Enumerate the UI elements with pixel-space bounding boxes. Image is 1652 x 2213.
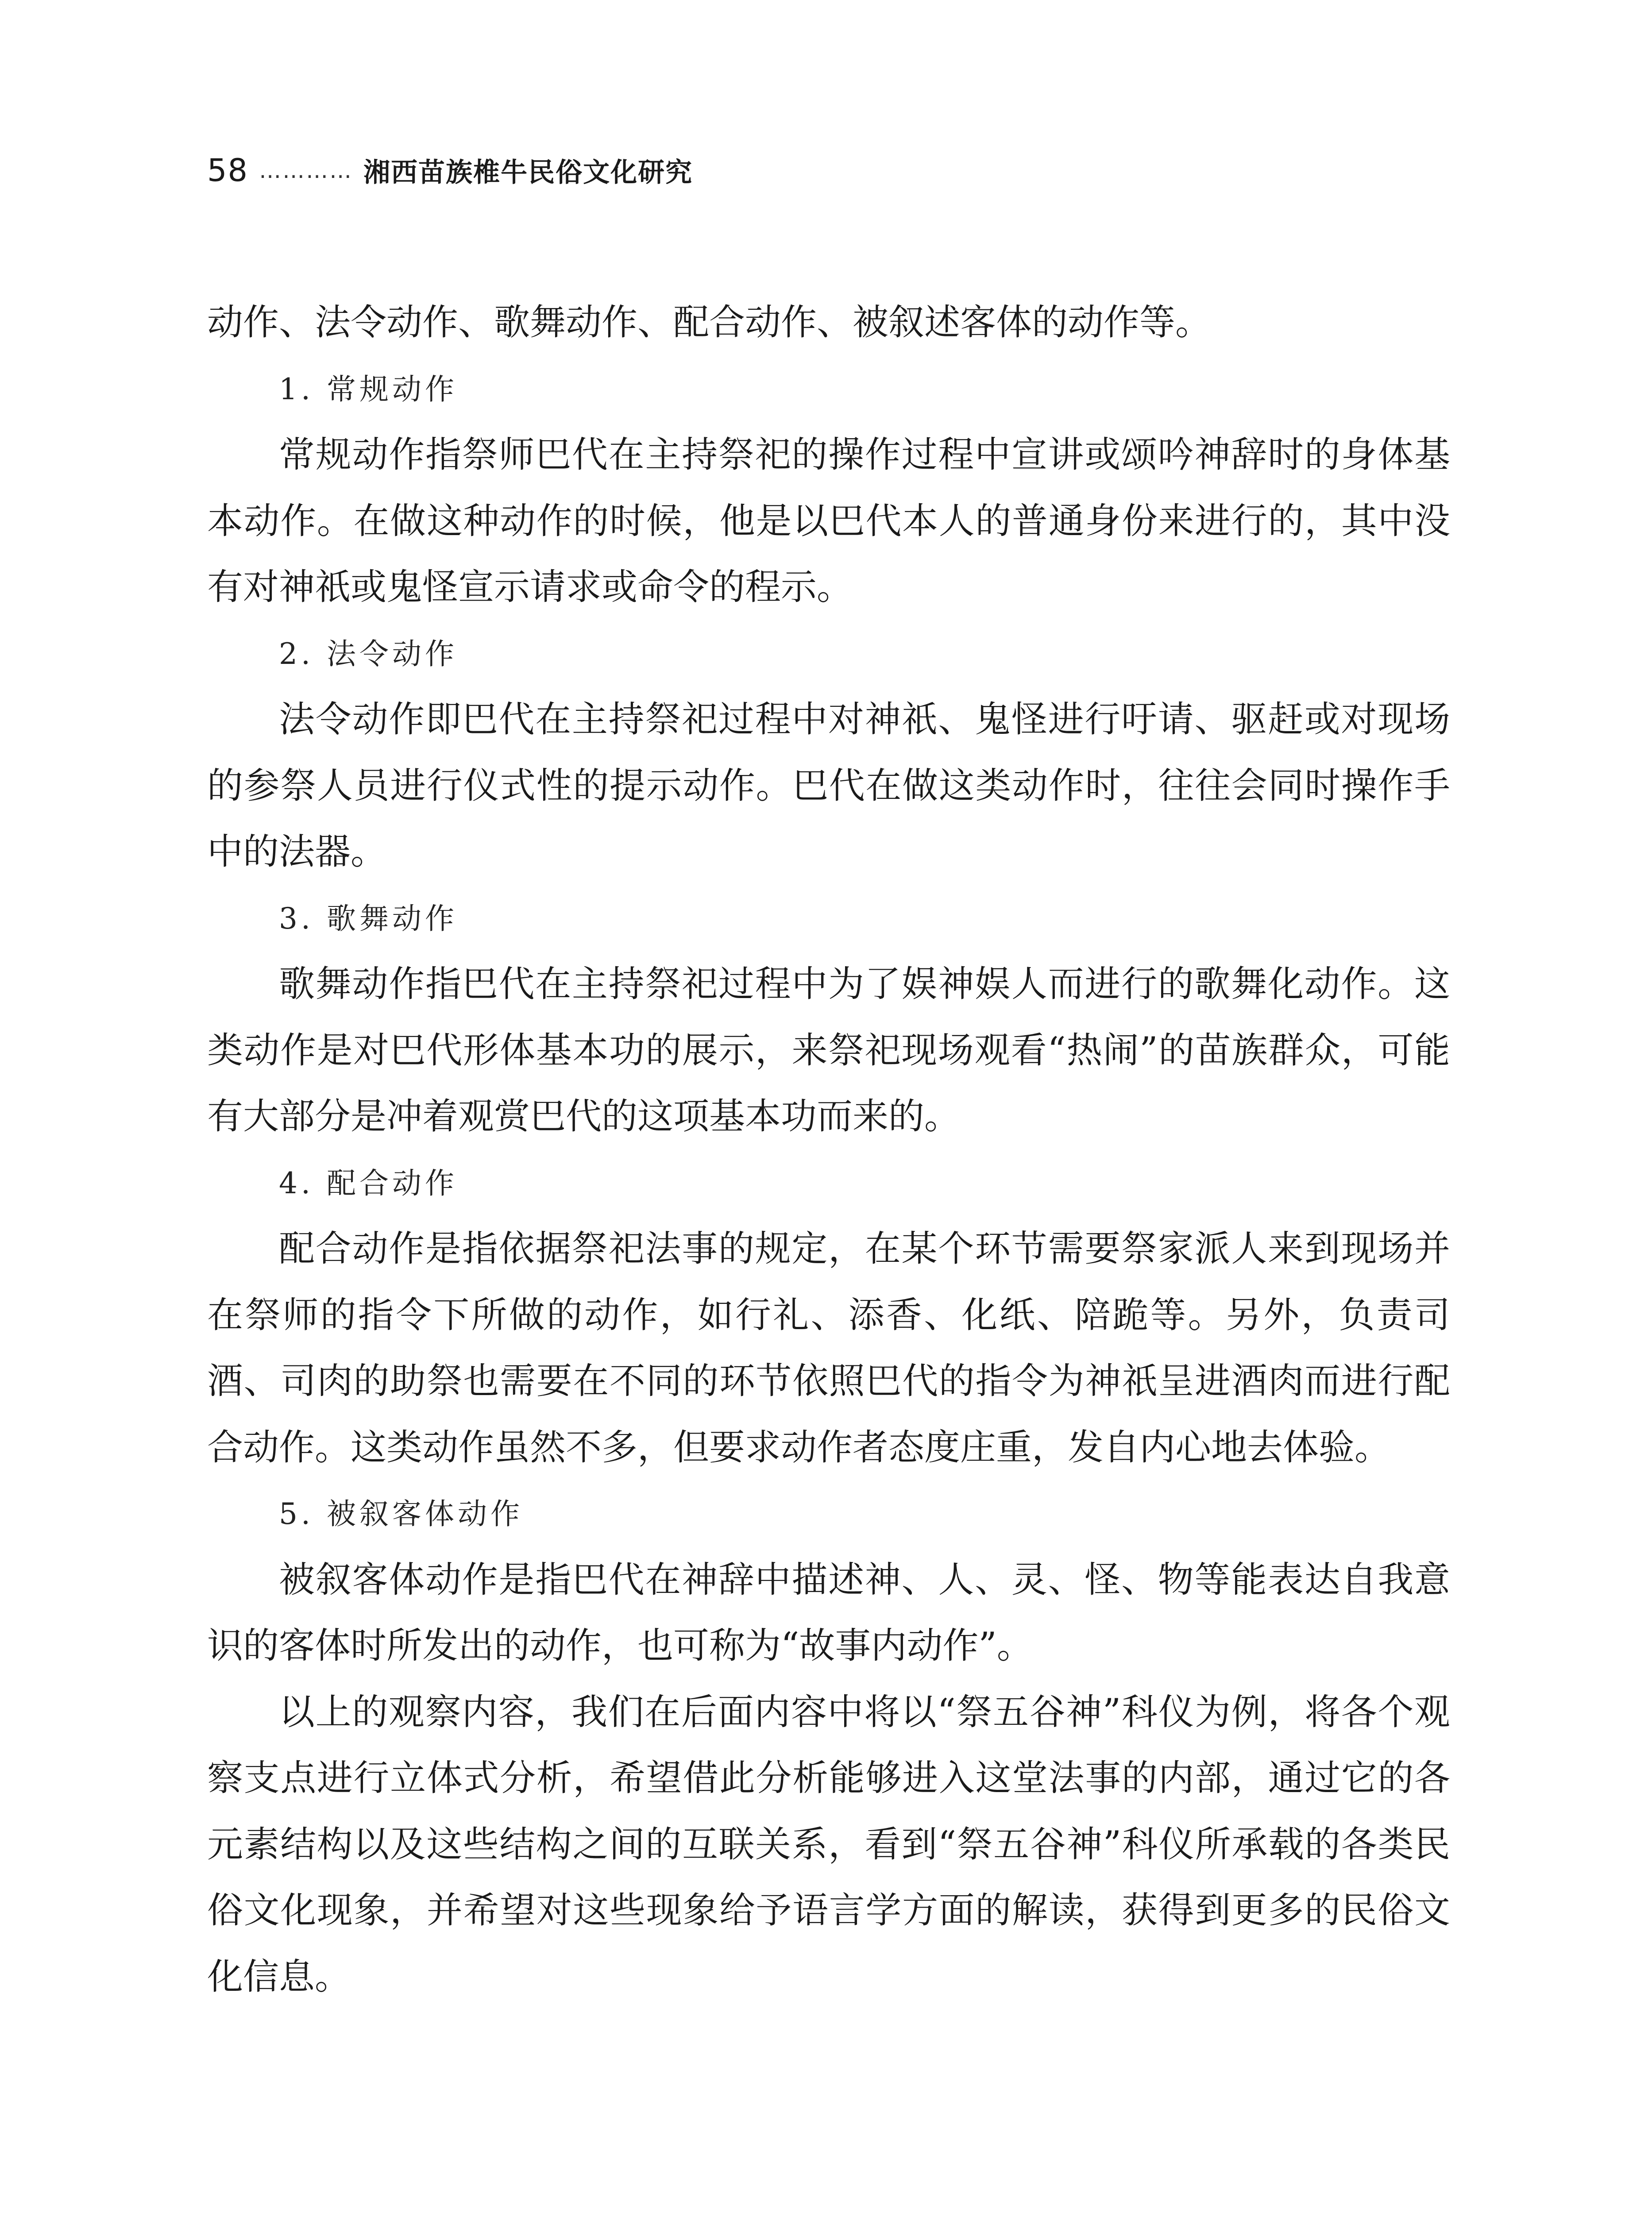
running-title: 湘西苗族椎牛民俗文化研究 [363,157,693,188]
continued-paragraph: 动作、法令动作、歌舞动作、配合动作、被叙述客体的动作等。 [207,302,1212,343]
section-heading-3: 3. 歌舞动作 [279,901,458,936]
header-dot-leader: ………… [259,158,353,183]
paragraph-conclusion: 以上的观察内容，我们在后面内容中将以“祭五谷神”科仪为例，将各个观察支点进行立体式分析，希望借此分析能够进入这堂法事的内部，通过它的各元素结构以及这些结构之间的互联关系，看到“祭五谷神”科仪所承载的各类民俗文化现象，并希望对这些现象给予语言学方面的解读，获得到更多的民俗文化信息。 [207,1691,1450,1998]
section-heading-4: 4. 配合动作 [279,1166,458,1200]
section-heading-5: 5. 被叙客体动作 [279,1497,523,1531]
section-heading-2: 2. 法令动作 [279,636,458,671]
paragraph-cooperative-actions: 配合动作是指依据祭祀法事的规定，在某个环节需要祭家派人来到现场并在祭师的指令下所做的动作，如行礼、添香、化纸、陪跪等。另外，负责司酒、司肉的助祭也需要在不同的环节依照巴代的指令为神祇呈进酒肉而进行配合动作。这类动作虽然不多，但要求动作者态度庄重，发自内心地去体验。 [207,1228,1450,1469]
paragraph-song-dance-actions: 歌舞动作指巴代在主持祭祀过程中为了娱神娱人而进行的歌舞化动作。这类动作是对巴代形体基本功的展示，来祭祀现场观看“热闹”的苗族群众，可能有大部分是冲着观赏巴代的这项基本功而来的。 [207,964,1450,1137]
section-heading-1: 1. 常规动作 [279,372,458,406]
paragraph-routine-actions: 常规动作指祭师巴代在主持祭祀的操作过程中宣讲或颂吟神辞时的身体基本动作。在做这种动作的时候，他是以巴代本人的普通身份来进行的，其中没有对神祇或鬼怪宣示请求或命令的程示。 [207,434,1450,608]
running-header [207,146,693,195]
paragraph-narrated-object-actions: 被叙客体动作是指巴代在神辞中描述神、人、灵、怪、物等能表达自我意识的客体时所发出的动作，也可称为“故事内动作”。 [207,1559,1450,1667]
page-number: 58 [207,152,249,189]
page-body [207,290,1450,2010]
paragraph-command-actions: 法令动作即巴代在主持祭祀过程中对神祇、鬼怪进行吁请、驱赶或对现场的参祭人员进行仪式性的提示动作。巴代在做这类动作时，往往会同时操作手中的法器。 [207,699,1450,873]
